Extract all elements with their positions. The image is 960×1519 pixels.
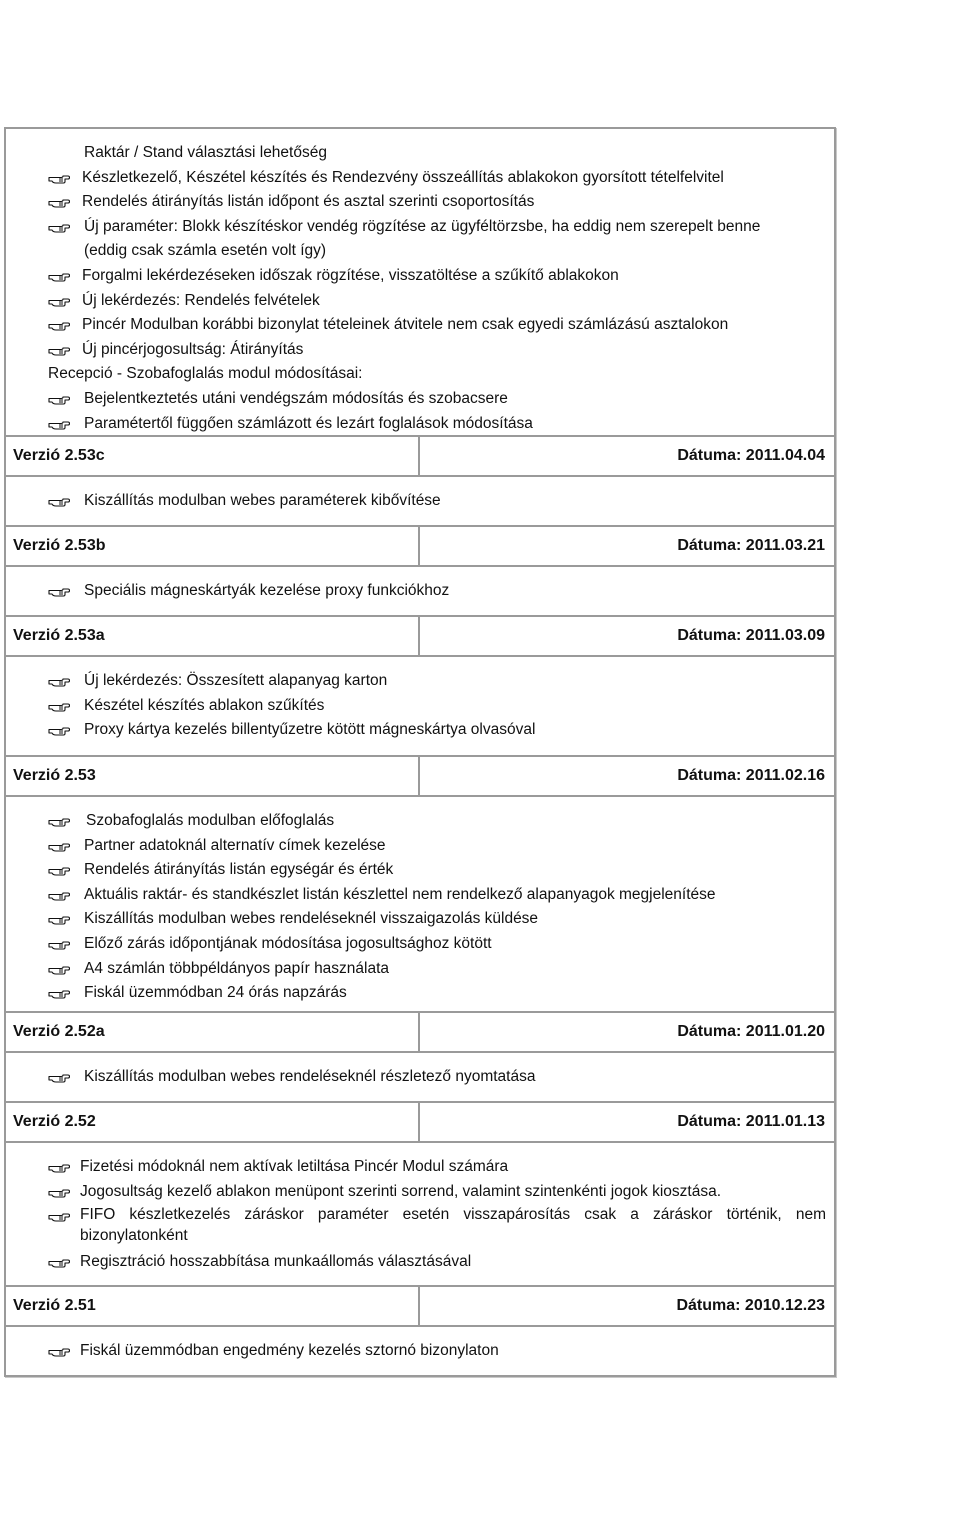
pointing-hand-icon (48, 938, 70, 950)
change-text: Pincér Modulban korábbi bizonylat tételeinek átvitele nem csak egyedi számlázású asztalokon (82, 316, 729, 334)
version-label: Verzió 2.51 (6, 1287, 420, 1325)
version-header-row (6, 617, 834, 657)
change-text: Proxy kártya kezelés billentyűzetre kötött mágneskártya olvasóval (84, 721, 536, 739)
version-header-row (6, 437, 834, 477)
pointing-hand-icon (48, 319, 70, 331)
bullet-hand (46, 907, 72, 931)
bullet-hand (46, 1180, 72, 1204)
change-text: A4 számlán többpéldányos papír használata (84, 959, 390, 977)
version-label: Verzió 2.53 (6, 757, 420, 795)
bullet-hand (46, 264, 72, 288)
changes-cell (6, 129, 834, 437)
change-text: Kiszállítás modulban webes rendeléseknél részletező nyomtatása (84, 1068, 536, 1085)
bullet-hand (46, 694, 72, 718)
pointing-hand-icon (48, 295, 70, 307)
change-text: Készétel készítés ablakon szűkítés (84, 696, 325, 714)
version-label: Verzió 2.53c (6, 437, 420, 475)
changes-cell (6, 1053, 834, 1103)
version-header-row (6, 757, 834, 797)
bullet-hand (46, 669, 72, 693)
pointing-hand-icon (48, 815, 70, 827)
pointing-hand-icon (48, 495, 70, 507)
pointing-hand-icon (48, 172, 70, 184)
bullet-hand (46, 718, 72, 742)
release-date: Dátuma: 2011.02.16 (677, 767, 825, 784)
bullet-hand (46, 190, 72, 214)
change-text: Bejelentkeztetés utáni vendégszám módosítás és szobacsere (84, 390, 508, 407)
release-date: Dátuma: 2011.04.04 (677, 447, 825, 464)
change-text: Jogosultság kezelő ablakon menüpont szerinti sorrend, valamint szintenkénti jogok kiosztása. (80, 1182, 722, 1200)
pointing-hand-icon (48, 913, 70, 925)
pointing-hand-icon (48, 1210, 70, 1222)
pointing-hand-icon (48, 724, 70, 736)
change-text: Regisztráció hosszabbítása munkaállomás választásával (80, 1253, 472, 1271)
release-date: Dátuma: 2011.01.20 (677, 1023, 825, 1040)
pointing-hand-icon (48, 270, 70, 282)
bullet-hand (46, 883, 72, 907)
pointing-hand-icon (48, 675, 70, 687)
change-text: Fiskál üzemmódban 24 órás napzárás (84, 984, 347, 1002)
bullet-hand (46, 932, 72, 956)
bullet-hand (46, 579, 72, 603)
version-header-row (6, 1103, 834, 1143)
change-text: Paramétertől függően számlázott és lezárt foglalások módosítása (84, 414, 533, 432)
change-text: Fizetési módoknál nem aktívak letiltása Pincér Modul számára (80, 1158, 509, 1175)
change-text: (eddig csak számla esetén volt így) (84, 242, 327, 260)
release-date: Dátuma: 2011.03.21 (677, 537, 825, 554)
pointing-hand-icon (48, 418, 70, 430)
pointing-hand-icon (48, 344, 70, 356)
changes-cell (6, 797, 834, 1013)
bullet-hand (46, 809, 72, 833)
pointing-hand-icon (48, 1071, 70, 1083)
change-text: Kiszállítás modulban webes rendeléseknél visszaigazolás küldése (84, 910, 539, 928)
release-notes-table (4, 127, 836, 1377)
bullet-hand (46, 489, 72, 513)
change-text: Rendelés átirányítás listán időpont és asztal szerinti csoportosítás (82, 193, 535, 211)
pointing-hand-icon (48, 864, 70, 876)
change-text: Új paraméter: Blokk készítéskor vendég rögzítése az ügyféltörzsbe, ha eddig nem szerepelt benne (84, 217, 761, 235)
change-text: Forgalmi lekérdezéseken időszak rögzítése, visszatöltése a szűkítő ablakokon (82, 267, 619, 284)
pointing-hand-icon (48, 1256, 70, 1268)
pointing-hand-icon (48, 1161, 70, 1173)
change-text: Fiskál üzemmódban engedmény kezelés sztornó bizonylaton (80, 1342, 499, 1359)
changes-cell (6, 1143, 834, 1287)
version-header-row (6, 1013, 834, 1053)
pointing-hand-icon (48, 1186, 70, 1198)
pointing-hand-icon (48, 221, 70, 233)
change-text: Rendelés átirányítás listán egységár és érték (84, 861, 394, 879)
change-text: Kiszállítás modulban webes paraméterek kibővítése (84, 492, 441, 509)
change-text: Recepció - Szobafoglalás modul módosításai: (48, 365, 363, 383)
bullet-hand (46, 1065, 72, 1089)
change-text: Speciális mágneskártyák kezelése proxy funkciókhoz (84, 582, 450, 599)
pointing-hand-icon (48, 987, 70, 999)
bullet-hand (46, 1250, 72, 1274)
version-label: Verzió 2.52 (6, 1103, 420, 1141)
version-label: Verzió 2.53b (6, 527, 420, 565)
pointing-hand-icon (48, 963, 70, 975)
pointing-hand-icon (48, 196, 70, 208)
bullet-hand (46, 957, 72, 981)
change-text: Raktár / Stand választási lehetőség (84, 144, 327, 161)
bullet-hand (46, 338, 72, 362)
change-text: Partner adatoknál alternatív címek kezelése (84, 836, 386, 854)
change-text: Új pincérjogosultság: Átirányítás (82, 340, 304, 358)
changes-cell (6, 1327, 834, 1375)
change-text: Előző zárás időpontjának módosítása jogosultsághoz kötött (84, 935, 492, 952)
bullet-hand (46, 1339, 72, 1363)
bullet-hand (46, 981, 72, 1005)
change-text: Készletkezelő, Készétel készítés és Rendezvény összeállítás ablakokon gyorsított tételfelvitel (82, 168, 724, 186)
change-text: FIFO készletkezelés záráskor paraméter esetén visszapárosítás csak a záráskor történik, nem bizonylatonként (80, 1206, 826, 1245)
pointing-hand-icon (48, 889, 70, 901)
release-date: Dátuma: 2011.01.13 (677, 1113, 825, 1130)
release-date: Dátuma: 2010.12.23 (676, 1297, 825, 1314)
version-header-row (6, 1287, 834, 1327)
version-label: Verzió 2.53a (6, 617, 420, 655)
change-text: Aktuális raktár- és standkészlet listán készlettel nem rendelkező alapanyagok megjelenítése (84, 885, 716, 903)
bullet-hand (46, 387, 72, 411)
pointing-hand-icon (48, 700, 70, 712)
bullet-hand (46, 1204, 72, 1228)
bullet-hand (46, 834, 72, 858)
release-date: Dátuma: 2011.03.09 (677, 627, 825, 644)
bullet-hand (46, 1155, 72, 1179)
pointing-hand-icon (48, 840, 70, 852)
version-header-row (6, 527, 834, 567)
bullet-hand (46, 166, 72, 190)
change-text: Szobafoglalás modulban előfoglalás (86, 812, 335, 829)
bullet-hand (46, 289, 72, 313)
version-label: Verzió 2.52a (6, 1013, 420, 1051)
bullet-hand (46, 858, 72, 882)
changes-cell (6, 657, 834, 757)
bullet-hand (46, 215, 72, 239)
bullet-hand (46, 313, 72, 337)
change-text: Új lekérdezés: Rendelés felvételek (82, 291, 320, 309)
changes-cell (6, 477, 834, 527)
bullet-hand (46, 412, 72, 436)
pointing-hand-icon (48, 585, 70, 597)
changes-cell (6, 567, 834, 617)
pointing-hand-icon (48, 393, 70, 405)
change-text: Új lekérdezés: Összesített alapanyag karton (84, 672, 388, 689)
pointing-hand-icon (48, 1345, 70, 1357)
